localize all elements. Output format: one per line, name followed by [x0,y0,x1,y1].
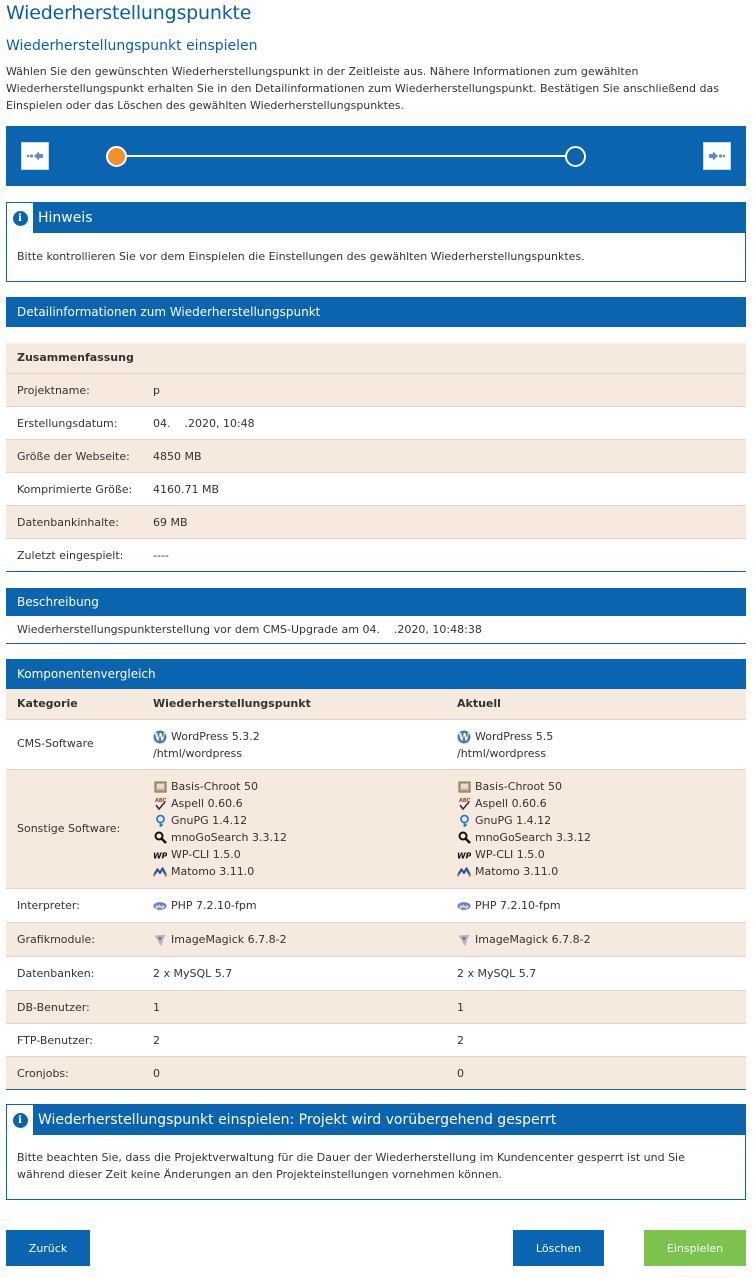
row-label: Erstellungsdatum: [17,417,118,430]
info-icon: i [7,1105,33,1135]
cms-name: WordPress 5.5 [475,730,554,743]
section-subtitle: Wiederherstellungspunkt einspielen [6,38,258,54]
imagemagick-icon [457,933,471,947]
row-label: Cronjobs: [17,1067,69,1080]
matomo-icon [457,865,471,879]
box-icon [457,780,471,794]
magnifier-icon [457,831,471,845]
svg-text:WP: WP [153,851,167,860]
row-label: Größe der Webseite: [17,450,130,463]
box-icon [153,780,167,794]
table-row [6,506,746,539]
timeline-point-selected[interactable] [106,146,127,167]
table-row [6,407,746,440]
graphics-value: ImageMagick 6.7.8-2 [171,933,287,946]
details-header: Detailinformationen zum Wiederherstellungspunkt [6,297,746,327]
software-item-label: GnuPG 1.4.12 [475,814,552,827]
interpreter-value: PHP 7.2.10-fpm [475,899,561,912]
row-label: Komprimierte Größe: [17,483,133,496]
row-label: Sonstige Software: [17,822,121,835]
software-item-label: Matomo 3.11.0 [171,865,255,878]
table-row-cms [6,720,746,770]
apply-button[interactable]: Einspielen [644,1230,746,1266]
svg-text:WP: WP [457,851,471,860]
software-item [457,795,591,812]
row-value-current: 2 [457,1034,464,1047]
software-item-label: mnoGoSearch 3.3.12 [475,831,591,844]
cms-path: /html/wordpress [153,747,242,760]
row-label: Grafikmodule: [17,933,96,946]
description-header: Beschreibung [6,588,746,616]
wordpress-icon [153,730,167,744]
svg-text:ABC: ABC [154,797,166,804]
php-icon [153,899,167,913]
components-header: Komponentenvergleich [6,659,746,689]
graphics-value: ImageMagick 6.7.8-2 [475,933,591,946]
row-value-current: 2 x MySQL 5.7 [457,967,537,980]
components-header-row [6,689,746,720]
row-value-restore: 1 [153,1001,160,1014]
timeline-track [117,155,577,157]
software-item-label: Aspell 0.60.6 [475,797,547,810]
timeline-prev-button[interactable] [21,142,49,170]
row-label: FTP-Benutzer: [17,1034,93,1047]
interpreter-current [457,897,561,914]
software-item [153,795,287,812]
summary-label: Zusammenfassung [17,351,134,364]
gnupg-icon [153,814,167,828]
software-item [457,846,591,863]
warning-box [6,1104,746,1200]
software-item [457,778,591,795]
row-value: p [153,384,160,397]
php-icon [457,899,471,913]
wp-cli-icon [153,848,167,862]
row-value-restore: 0 [153,1067,160,1080]
table-row [6,440,746,473]
table-row [6,923,746,957]
warning-header [7,1105,745,1135]
cms-name: WordPress 5.3.2 [171,730,260,743]
table-row [6,957,746,991]
row-label: Zuletzt eingespielt: [17,549,124,562]
software-item [457,812,591,829]
software-item [153,863,287,880]
row-value: ---- [153,549,169,562]
info-icon: i [7,203,33,233]
column-header-category: Kategorie [17,697,78,710]
page-title: Wiederherstellungspunkte [6,2,252,24]
table-row [6,374,746,407]
table-row [6,473,746,506]
components-table [6,689,746,1090]
cms-restore [153,728,260,762]
cms-current [457,728,553,762]
table-row [6,991,746,1024]
software-item [153,778,287,795]
warning-title: Wiederherstellungspunkt einspielen: Projekt wird vorübergehend gesperrt [38,1112,557,1128]
timeline-point[interactable] [565,146,586,167]
graphics-restore [153,931,287,948]
hint-title: Hinweis [38,210,93,226]
hint-box [6,202,746,282]
hint-text: Bitte kontrollieren Sie vor dem Einspielen die Einstellungen des gewählten Wiederherstellungspunktes. [17,250,585,263]
column-header-current: Aktuell [457,697,501,710]
row-value-current: 0 [457,1067,464,1080]
delete-button[interactable]: Löschen [513,1230,604,1266]
table-row [6,1024,746,1057]
software-item [457,829,591,846]
software-item-label: Basis-Chroot 50 [475,780,562,793]
wp-cli-icon [457,848,471,862]
summary-header-row [6,343,746,374]
software-item-label: Basis-Chroot 50 [171,780,258,793]
description-panel [6,616,746,644]
row-label: DB-Benutzer: [17,1001,90,1014]
table-row [6,1057,746,1090]
arrow-left-icon [26,150,44,162]
row-value: 69 MB [153,516,188,529]
gnupg-icon [457,814,471,828]
software-item-label: WP-CLI 1.5.0 [171,848,241,861]
warning-text: Bitte beachten Sie, dass die Projektverwaltung für die Dauer der Wiederherstellung im Kundencenter gesperrt ist und Sie während dieser Zeit keine Änderungen an den Projekteinstellungen vornehmen können. [17,1151,685,1181]
interpreter-value: PHP 7.2.10-fpm [171,899,257,912]
software-item-label: mnoGoSearch 3.3.12 [171,831,287,844]
matomo-icon [153,865,167,879]
software-current-list [457,778,591,880]
interpreter-restore [153,897,257,914]
svg-text:W: W [458,732,470,743]
row-label: Datenbankinhalte: [17,516,119,529]
aspell-icon [457,797,471,811]
svg-text:php: php [155,904,165,910]
row-value: 04. .2020, 10:48 [153,417,255,430]
column-header-restore-point: Wiederherstellungspunkt [153,697,311,710]
summary-table [6,343,746,572]
row-label: Datenbanken: [17,967,95,980]
wordpress-icon [457,730,471,744]
timeline-next-button[interactable] [703,142,731,170]
software-item [457,863,591,880]
restore-point-timeline [6,126,746,186]
graphics-current [457,931,591,948]
row-label: Interpreter: [17,899,80,912]
aspell-icon [153,797,167,811]
software-item [153,812,287,829]
software-item [153,846,287,863]
magnifier-icon [153,831,167,845]
row-label: Projektname: [17,384,90,397]
row-value: 4160.71 MB [153,483,220,496]
row-value: 4850 MB [153,450,202,463]
software-item-label: GnuPG 1.4.12 [171,814,248,827]
arrow-right-icon [708,150,726,162]
table-row [6,539,746,572]
cms-path: /html/wordpress [457,747,546,760]
row-value-restore: 2 [153,1034,160,1047]
row-value-current: 1 [457,1001,464,1014]
software-item [153,829,287,846]
software-restore-list [153,778,287,880]
imagemagick-icon [153,933,167,947]
hint-header [7,203,745,233]
row-value-restore: 2 x MySQL 5.7 [153,967,233,980]
svg-text:W: W [154,732,166,743]
table-row [6,889,746,923]
table-row-software [6,770,746,889]
svg-text:ABC: ABC [458,797,470,804]
intro-text: Wählen Sie den gewünschten Wiederherstellungspunkt in der Zeitleiste aus. Nähere Informationen zum gewählten Wiederherstellungspunkt erhalten Sie in den Detailinformationen zum Wiederherstellungspunkt. Bestätigen Sie anschließend das Einspielen oder das Löschen des gewählten Wiederherstellungspunktes. [6,65,719,112]
back-button[interactable]: Zurück [6,1230,90,1266]
software-item-label: WP-CLI 1.5.0 [475,848,545,861]
svg-text:php: php [459,904,469,910]
description-text: Wiederherstellungspunkterstellung vor dem CMS-Upgrade am 04. .2020, 10:48:38 [17,623,482,636]
row-label: CMS-Software [17,737,94,750]
software-item-label: Matomo 3.11.0 [475,865,559,878]
software-item-label: Aspell 0.60.6 [171,797,243,810]
